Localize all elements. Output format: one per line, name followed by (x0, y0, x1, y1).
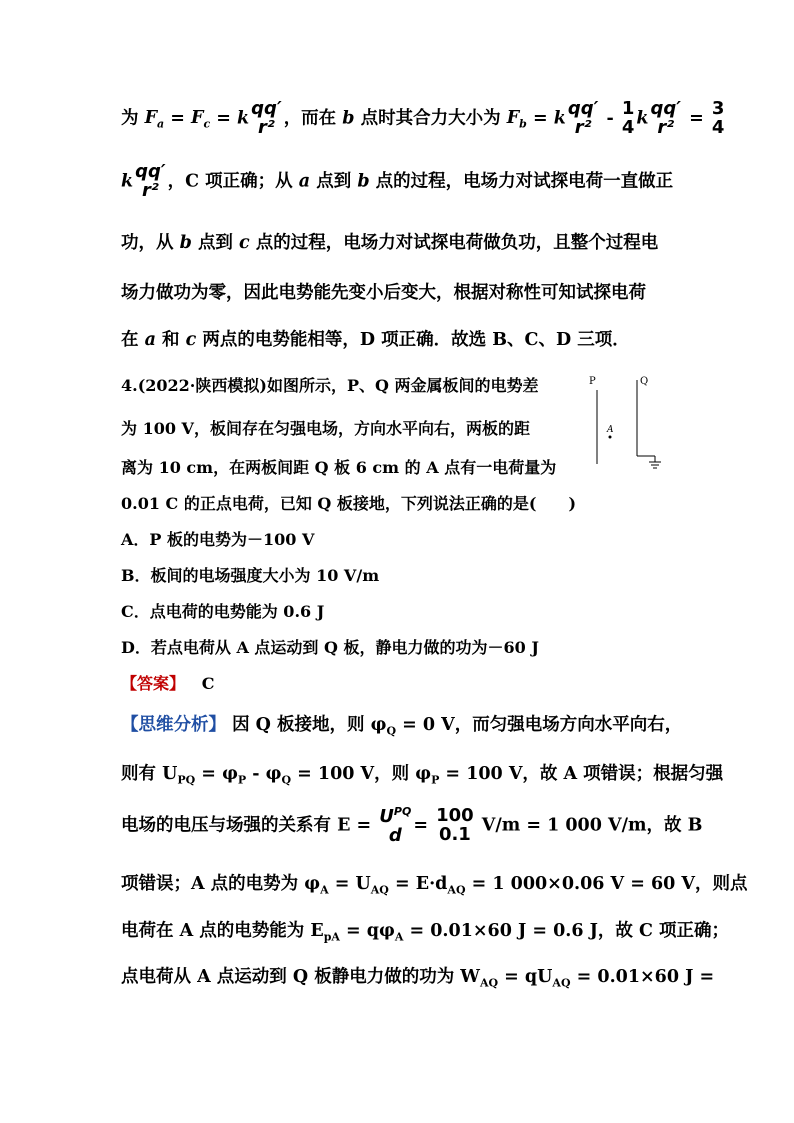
plate-q-label: Q (640, 376, 649, 387)
question-4-line-2: 为 100 V，板间存在匀强电场，方向水平向右，两板的距 (121, 419, 530, 438)
question-4-line-3: 离为 10 cm，在两板间距 Q 板 6 cm 的 A 点有一电荷量为 (121, 458, 557, 477)
answer-value: C (201, 674, 215, 693)
point-a (609, 436, 612, 439)
question-4-line-4: 0.01 C 的正点电荷，已知 Q 板接地，下列说法正确的是( ) (121, 494, 577, 513)
plate-p-label: P (589, 376, 596, 387)
analysis-line-1: 【思维分析】 因 Q 板接地，则 $\varphi_Q = 0$ V，而匀强电场方向水平向右， (121, 715, 683, 738)
capacitor-plates-figure (587, 374, 667, 474)
point-a-label: A (607, 425, 614, 435)
option-b: B．板间的电场强度大小为 10 V/m (121, 566, 380, 585)
text-line-4: 场力做功为零，因此电势能先变小后变大，根据对称性可知试探电荷 (121, 283, 646, 303)
analysis-label: 【思维分析】 (121, 715, 226, 735)
text-line-1: 为 $F_a = F_c = k$ qq′ r² ，而在 b 点时其合力大小为 $F_b = k$ qq′ r² - 1 4 k qq′ r² = 3 4 (121, 98, 725, 138)
text-line-2: k qq′ r² ，C 项正确；从 a 点到 b 点的过程，电场力对试探电荷一直做正 (121, 161, 674, 201)
option-d: D．若点电荷从 A 点运动到 Q 板，静电力做的功为－60 J (121, 638, 539, 657)
analysis-line-6: 点电荷从 A 点运动到 Q 板静电力做的功为 $W_{AQ} = qU_{AQ} = 0.01\times 60$ J = (121, 967, 715, 990)
text-line-5: 在 a 和 c 两点的电势能相等，D 项正确．故选 B、C、D 三项． (121, 330, 630, 350)
option-a: A．P 板的电势为－100 V (121, 530, 315, 549)
option-c: C．点电荷的电势能为 0.6 J (121, 602, 325, 621)
answer-line (121, 671, 214, 694)
text-line-3: 功，从 b 点到 c 点的过程，电场力对试探电荷做负功，且整个过程电 (121, 233, 659, 253)
analysis-line-3: 电场的电压与场强的关系有 E = $U^{PQ}$ d = 100 0.1 V/m = 1 000 V/m，故 B (121, 805, 703, 846)
fraction-kqq-r2: qq′ r² (251, 98, 282, 138)
analysis-line-2: 则有 $U_{PQ} = \varphi_P - \varphi_Q = 100$ V，则 $\varphi_P = 100$ V，故 A 项错误；根据匀强 (121, 764, 724, 787)
question-4-line-1: 4.(2022·陕西模拟)如图所示，P、Q 两金属板间的电势差 (121, 376, 539, 395)
answer-label: 【答案】 (121, 674, 186, 693)
analysis-line-5: 电荷在 A 点的电势能为 $E_{pA} = q\varphi_A = 0.01\times 60$ J = 0.6 J，故 C 项正确； (121, 921, 730, 944)
analysis-line-4: 项错误；A 点的电势为 $\varphi_A = U_{AQ} = E\cdot d_{AQ} = 1$ 000×0.06 V = 60 V，则点 (121, 874, 748, 897)
